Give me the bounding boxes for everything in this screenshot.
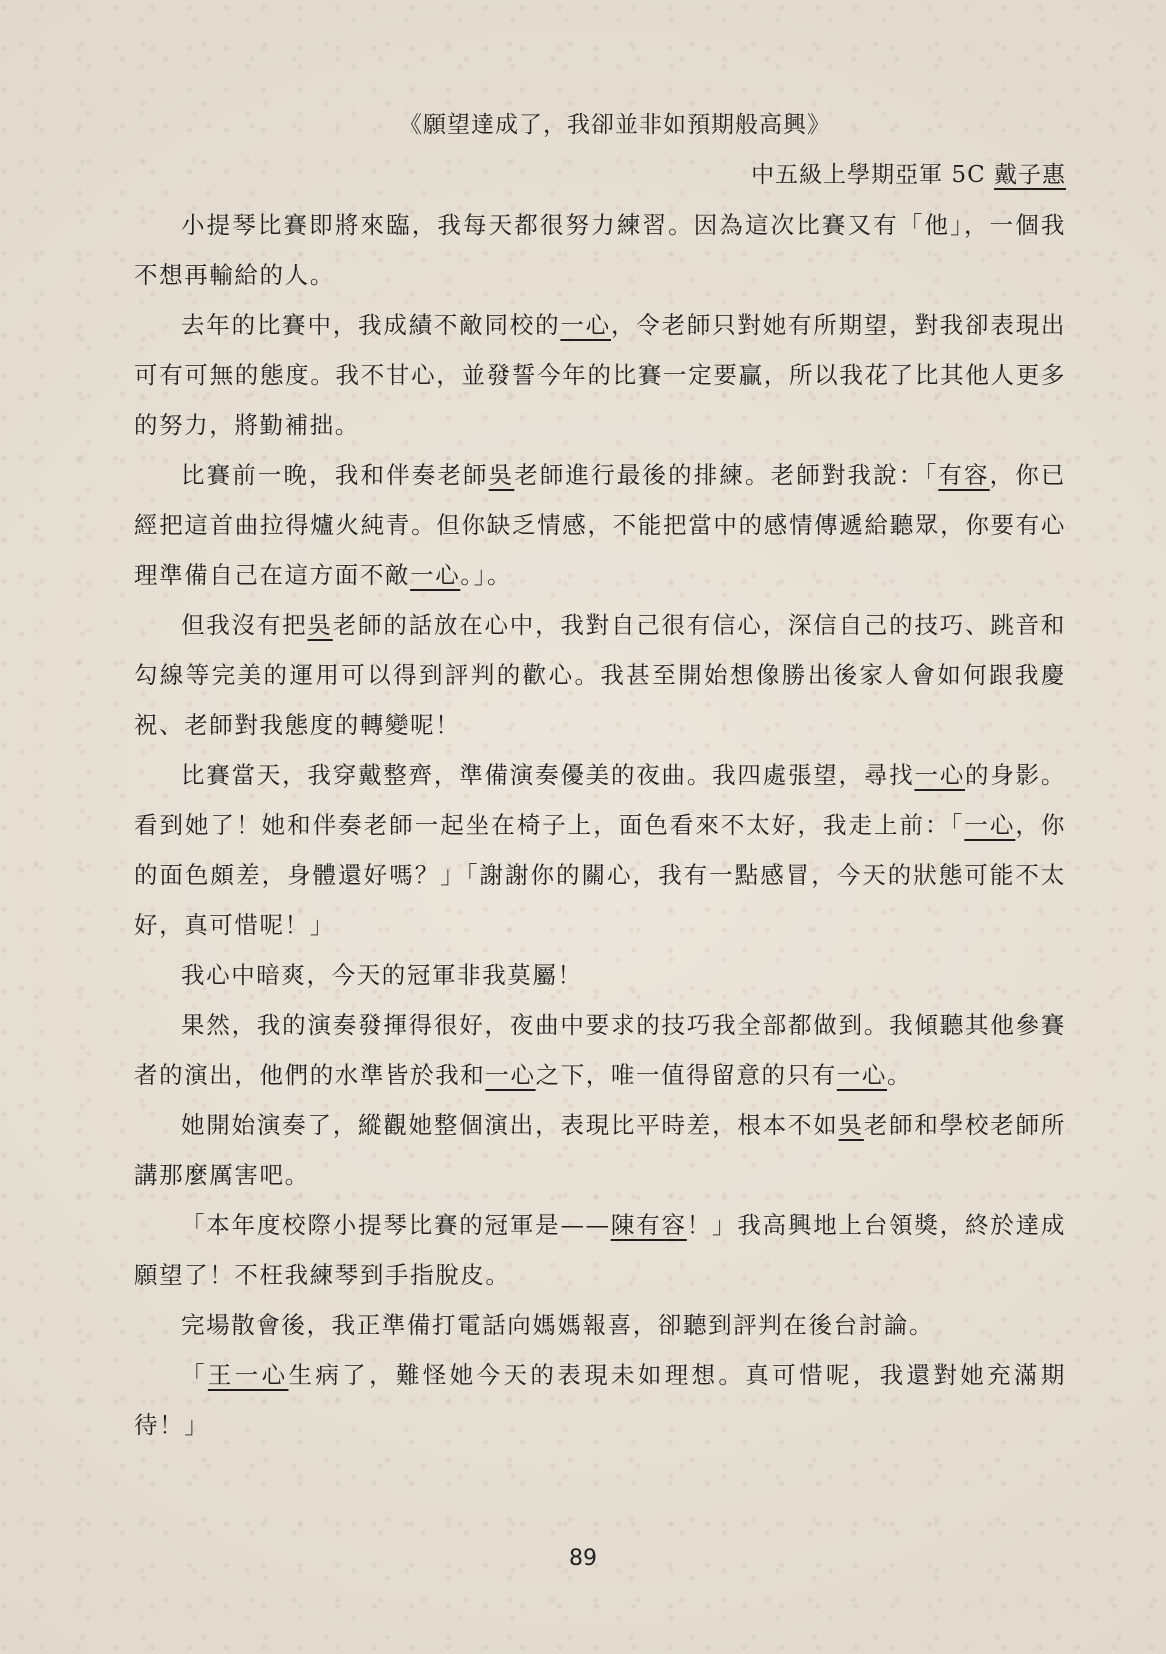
text-run: 果然，我的演奏發揮得很好，夜曲中要求的技巧我全部都做到。我傾聽其他參賽者的演出，他們的水準皆於我和 <box>134 1011 1066 1089</box>
author-line <box>134 150 1066 200</box>
text-run: 「 <box>181 1361 208 1389</box>
essay-paragraph <box>134 1100 1066 1200</box>
underlined-name: 王一心 <box>207 1361 289 1389</box>
underlined-name: 吳 <box>488 461 515 489</box>
underlined-name: 陳有容 <box>610 1211 687 1239</box>
underlined-name: 吳 <box>307 611 333 639</box>
text-run: 小提琴比賽即將來臨，我每天都很努力練習。因為這次比賽又有「他」，一個我不想再輸給的人。 <box>134 211 1066 289</box>
essay-paragraph <box>134 1200 1066 1300</box>
text-run: 完場散會後，我正準備打電話向媽媽報喜，卻聽到評判在後台討論。 <box>181 1311 934 1339</box>
essay-paragraph <box>134 1000 1066 1100</box>
text-run: 但我沒有把 <box>181 611 308 639</box>
text-run: 老師進行最後的排練。老師對我說：「 <box>514 461 939 489</box>
text-run: 去年的比賽中，我成績不敵同校的 <box>181 311 561 339</box>
essay-paragraph <box>134 200 1066 300</box>
text-run: 老師的話放在心中，我對自己很有信心，深信自己的技巧、跳音和勾線等完美的運用可以得到評判的歡心。我甚至開始想像勝出後家人會如何跟我慶祝、老師對我態度的轉變呢！ <box>134 611 1067 739</box>
essay-paragraph <box>134 1350 1066 1450</box>
text-run: 生病了，難怪她今天的表現未如理想。真可惜呢，我還對她充滿期待！」 <box>134 1361 1066 1439</box>
text-run: ，你的面色頗差，身體還好嗎？」「謝謝你的關心，我有一點感冒，今天的狀態可能不太好，真可惜呢！」 <box>134 811 1066 939</box>
essay-page <box>134 100 1066 1450</box>
underlined-name: 有容 <box>938 461 990 489</box>
text-run: 我心中暗爽，今天的冠軍非我莫屬！ <box>181 961 583 989</box>
text-run: 「本年度校際小提琴比賽的冠軍是—— <box>181 1211 611 1239</box>
author-class-award: 中五級上學期亞軍 5C <box>751 162 994 188</box>
text-run: 之下，唯一值得留意的只有 <box>535 1061 837 1089</box>
text-run: 比賽前一晚，我和伴奏老師 <box>181 461 489 489</box>
essay-paragraph <box>134 1300 1066 1350</box>
essay-paragraph <box>134 300 1066 450</box>
text-run: 。」。 <box>460 561 513 589</box>
underlined-name: 一心 <box>560 311 611 339</box>
essay-paragraph <box>134 600 1066 750</box>
page-number: 89 <box>569 1546 597 1571</box>
text-run: 。 <box>887 1061 913 1089</box>
text-run: ！」我高興地上台領獎，終於達成願望了！不枉我練琴到手指脫皮。 <box>134 1211 1067 1289</box>
text-run: 她開始演奏了，縱觀她整個演出，表現比平時差，根本不如 <box>181 1111 839 1139</box>
underlined-name: 一心 <box>914 761 966 789</box>
underlined-name: 吳 <box>838 1111 864 1139</box>
essay-paragraph <box>134 750 1066 950</box>
underlined-name: 一心 <box>410 561 461 589</box>
underlined-name: 一心 <box>485 1061 536 1089</box>
essay-paragraph <box>134 950 1066 1000</box>
author-name: 戴子惠 <box>994 162 1066 188</box>
text-run: ，令老師只對她有所期望，對我卻表現出可有可無的態度。我不甘心，並發誓今年的比賽一定要贏，所以我花了比其他人更多的努力，將勤補拙。 <box>134 311 1067 439</box>
text-run: 比賽當天，我穿戴整齊，準備演奏優美的夜曲。我四處張望，尋找 <box>181 761 915 789</box>
underlined-name: 一心 <box>836 1061 888 1089</box>
text-run: 老師和學校老師所講那麼厲害吧。 <box>134 1111 1066 1189</box>
text-run: 的身影。看到她了！她和伴奏老師一起坐在椅子上，面色看來不太好，我走上前：「 <box>134 761 1067 839</box>
essay-title: 《願望達成了，我卻並非如預期般高興》 <box>399 112 831 138</box>
essay-paragraph <box>134 450 1066 600</box>
essay-body <box>134 200 1066 1450</box>
text-run: ，你已經把這首曲拉得爐火純青。但你缺乏情感，不能把當中的感情傳遞給聽眾，你要有心理準備自己在這方面不敵 <box>134 461 1066 589</box>
underlined-name: 一心 <box>964 811 1016 839</box>
